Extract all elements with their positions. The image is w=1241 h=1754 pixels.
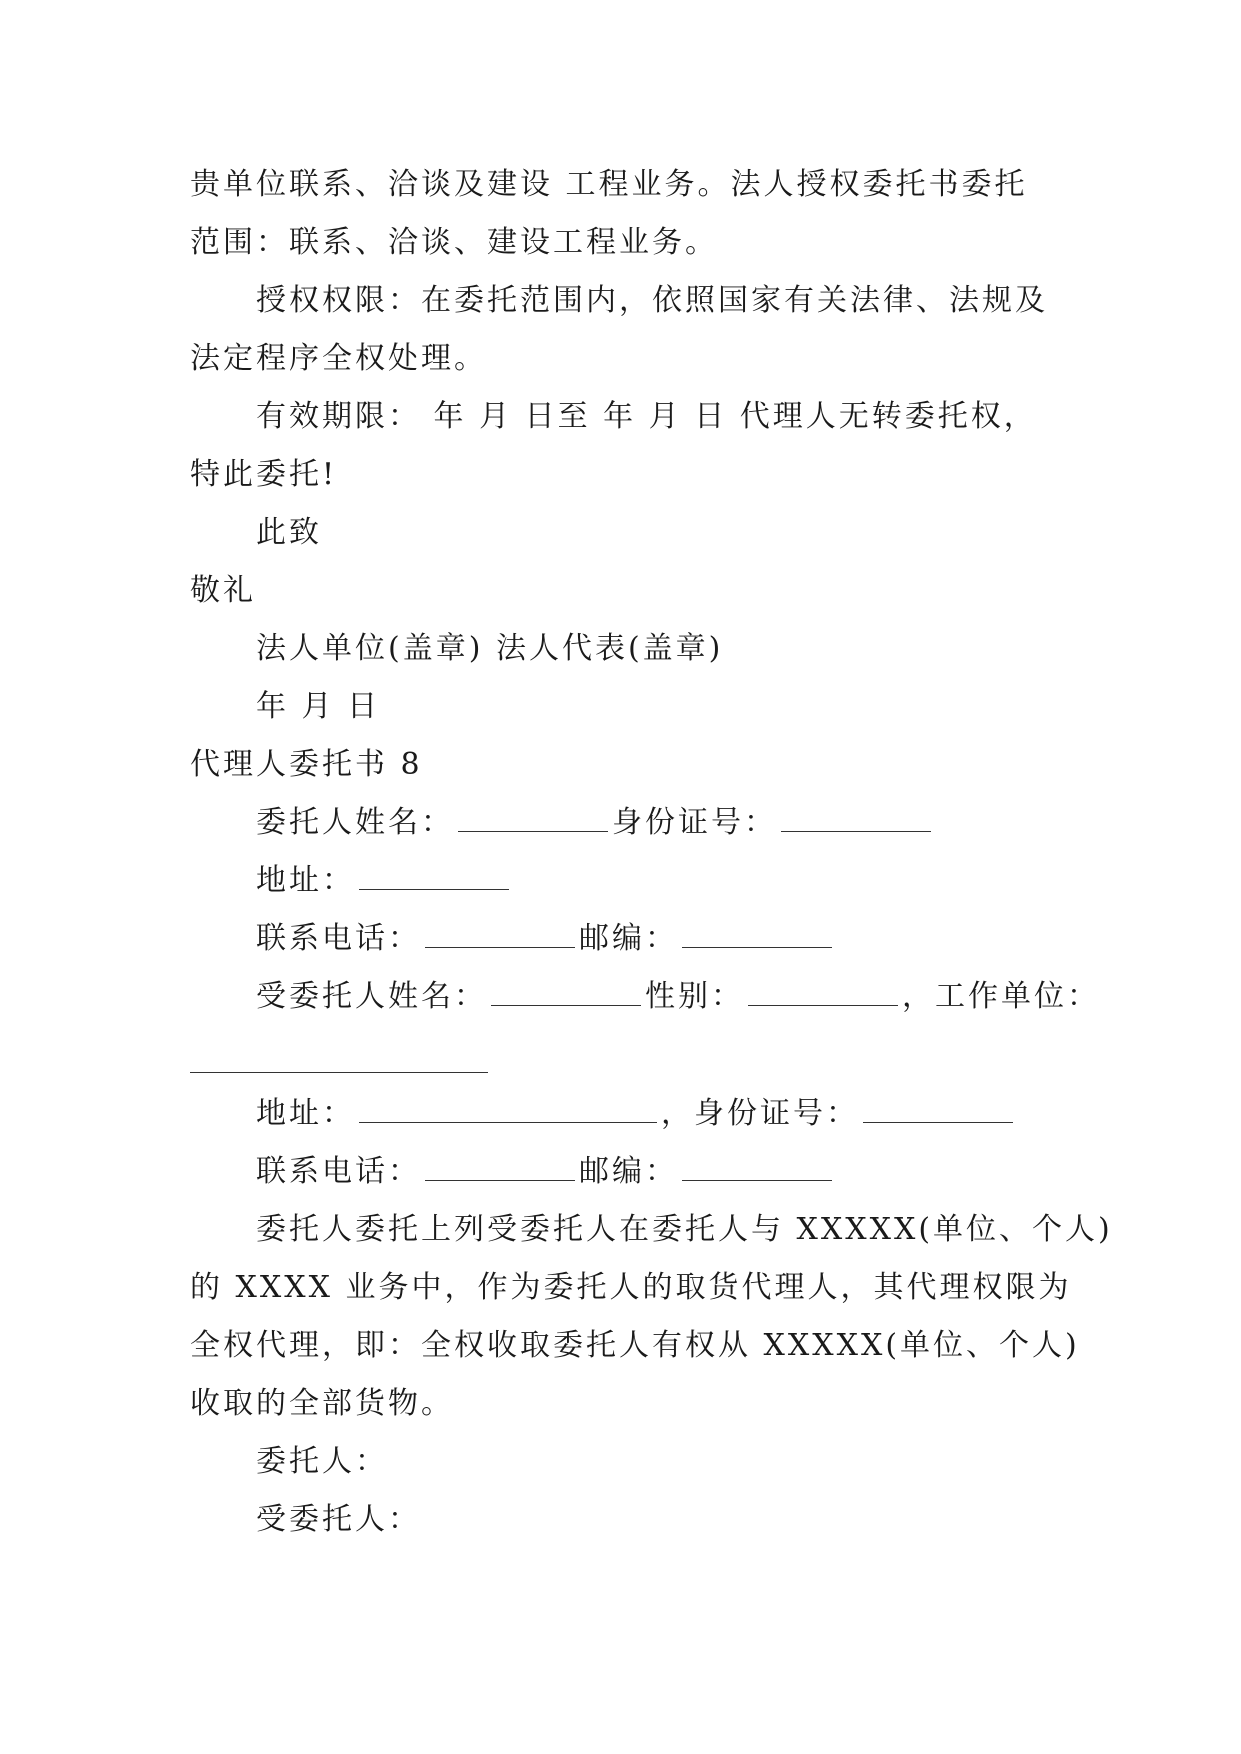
text-line: 特此委托!	[190, 457, 338, 492]
fill-blank	[425, 1158, 575, 1181]
form-row	[256, 1152, 836, 1192]
fill-blank	[781, 809, 931, 832]
form-row	[256, 977, 1100, 1017]
text-line: 有效期限： 年 月 日至 年 月 日 代理人无转委托权，	[256, 399, 1037, 434]
fill-blank	[748, 983, 898, 1006]
fill-blank	[458, 809, 608, 832]
field-label: 邮编：	[579, 921, 678, 956]
field-label: 联系电话：	[256, 1154, 421, 1189]
salutation: 此致	[256, 515, 322, 550]
field-label: 联系电话：	[256, 921, 421, 956]
fill-blank	[863, 1100, 1013, 1123]
text-line: 范围：联系、洽谈、建设工程业务。	[190, 225, 718, 260]
fill-blank	[359, 867, 509, 890]
text-line: 收取的全部货物。	[190, 1386, 454, 1421]
signature-principal: 委托人：	[256, 1444, 388, 1479]
text-line: 全权代理，即：全权收取委托人有权从 XXXXX(单位、个人)	[190, 1328, 1080, 1363]
field-label: 地址：	[256, 863, 355, 898]
field-label: 地址：	[256, 1096, 355, 1131]
form-row	[256, 1094, 1017, 1134]
text-line: 法定程序全权处理。	[190, 341, 487, 376]
fill-blank	[190, 1072, 488, 1073]
text-line: 委托人委托上列受委托人在委托人与 XXXXX(单位、个人)	[256, 1212, 1113, 1247]
field-label: 委托人姓名：	[256, 805, 454, 840]
signature-agent: 受委托人：	[256, 1502, 421, 1537]
section-title: 代理人委托书 8	[190, 747, 423, 782]
date-line: 年 月 日	[256, 689, 381, 724]
fill-blank	[359, 1100, 657, 1123]
form-row	[256, 861, 513, 901]
text-line: 贵单位联系、洽谈及建设 工程业务。法人授权委托书委托	[190, 167, 1028, 202]
field-label: 性别：	[645, 979, 744, 1014]
text-line: 授权权限：在委托范围内，依照国家有关法律、法规及	[256, 283, 1048, 318]
seal-line: 法人单位(盖章) 法人代表(盖章)	[256, 631, 724, 666]
field-label: 身份证号：	[612, 805, 777, 840]
salutation: 敬礼	[190, 573, 256, 608]
fill-blank	[425, 925, 575, 948]
text-line: 的 XXXX 业务中，作为委托人的取货代理人，其代理权限为	[190, 1270, 1072, 1305]
field-label: ，身份证号：	[661, 1096, 859, 1131]
form-row	[256, 803, 935, 843]
field-label: ，工作单位：	[902, 979, 1100, 1014]
form-row	[256, 919, 836, 959]
fill-blank	[491, 983, 641, 1006]
field-label: 邮编：	[579, 1154, 678, 1189]
fill-blank	[682, 925, 832, 948]
field-label: 受委托人姓名：	[256, 979, 487, 1014]
fill-blank	[682, 1158, 832, 1181]
